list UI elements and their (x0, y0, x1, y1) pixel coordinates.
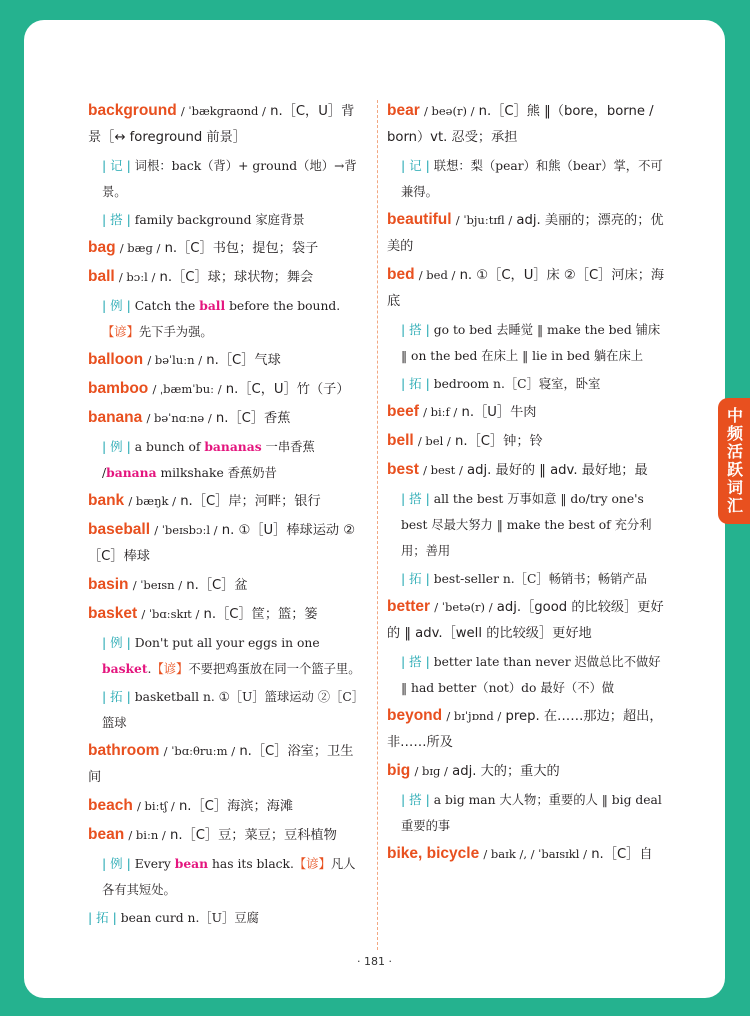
entry-bag (88, 235, 365, 262)
note-text: bean curd n.［U］豆腐 (116, 911, 259, 925)
translation: 不要把鸡蛋放在同一个篮子里。 (188, 662, 361, 676)
definition: n.［C］浴室；卫生间 (88, 744, 354, 785)
definition: n.［C］熊 ‖（bore，borne / born）vt. 忍受；承担 (387, 104, 654, 145)
definition: adj. 大的；重大的 (452, 764, 560, 779)
highlight-word: bananas (204, 439, 262, 454)
headword: beyond (387, 707, 443, 724)
note-memory (88, 153, 365, 205)
note-tag: | 拓 | (88, 910, 117, 925)
phonetic: / bæɡ / (119, 241, 161, 255)
note-example (88, 851, 365, 903)
left-column (88, 98, 365, 933)
phonetic: / bel / (417, 434, 451, 448)
definition: n.［C，U］背景［↔ foreground 前景］ (88, 104, 355, 145)
phonetic: / ˈbeɪsbɔːl / (154, 523, 218, 537)
note-tag: | 拓 | (401, 376, 430, 391)
note-text: basketball n. ①［U］篮球运动 ②［C］篮球 (102, 690, 365, 730)
phonetic: / ˈbɑːθruːm / (163, 744, 236, 758)
note-collocation (387, 649, 665, 701)
headword: bear (387, 102, 420, 119)
entry-bathroom (88, 738, 365, 791)
note-tag: | 拓 | (102, 689, 131, 704)
note-collocation (88, 207, 365, 233)
definition: n.［C］豆；菜豆；豆科植物 (169, 828, 337, 843)
entry-bike (387, 841, 665, 868)
entry-beef (387, 399, 665, 426)
example-text: 一串香蕉 / (102, 440, 315, 480)
headword: basin (88, 576, 129, 593)
phonetic: / ˈbjuːtɪfl / (455, 213, 513, 227)
entry-basin (88, 572, 365, 599)
headword: best (387, 461, 419, 478)
phonetic: / best / (423, 463, 463, 477)
phonetic: / bæŋk / (128, 494, 176, 508)
entry-bamboo (88, 376, 365, 403)
headword: bamboo (88, 380, 149, 397)
definition: n.［C，U］竹（子） (225, 382, 350, 397)
entry-bear (387, 98, 665, 151)
phonetic: / baɪk /, / ˈbaɪsɪkl / (483, 847, 587, 861)
example-text: Every (130, 857, 175, 871)
definition: n. ①［U］棒球运动 ②［C］棒球 (88, 523, 356, 564)
page-number: · 181 · (357, 955, 392, 968)
note-tag: | 搭 | (401, 792, 430, 807)
proverb-tag: 【谚】 (293, 857, 331, 871)
phonetic: / bɪˈjɒnd / (446, 709, 502, 723)
note-text: a big man 大人物；重要的人 ‖ big deal 重要的事 (401, 793, 662, 833)
entry-bell (387, 428, 665, 455)
headword: bathroom (88, 742, 160, 759)
headword: bank (88, 492, 125, 509)
section-side-tab (718, 398, 750, 524)
note-tag: | 例 | (102, 298, 131, 313)
example-text: before the bound. (225, 299, 341, 313)
translation: 先下手为强。 (138, 325, 213, 339)
note-text: all the best 万事如意 ‖ do/try one's best 尽最大努力 ‖ make the best of 充分利用；善用 (401, 492, 652, 558)
definition: prep. 在……那边；超出，非……所及 (387, 709, 663, 750)
note-tag: | 搭 | (102, 212, 131, 227)
headword: beautiful (387, 211, 452, 228)
headword: bag (88, 239, 116, 256)
note-example (88, 293, 365, 345)
phonetic: / bəˈnɑːnə / (146, 411, 212, 425)
note-collocation (387, 787, 665, 839)
phonetic: / biːtʃ / (137, 799, 175, 813)
example-text: Don't put all your eggs in one (130, 636, 320, 650)
note-text: better late than never 迟做总比不做好 ‖ had better（not）do 最好（不）做 (401, 655, 661, 695)
phonetic: / ˈbeɪsn / (132, 578, 183, 592)
entry-bank (88, 488, 365, 515)
phonetic: / ˈbækɡraʊnd / (180, 104, 266, 118)
definition: n.［C］筐；篮；篓 (203, 607, 318, 622)
note-text: go to bed 去睡觉 ‖ make the bed 铺床 ‖ on the bed 在床上 ‖ lie in bed 躺在床上 (401, 323, 661, 363)
entry-balloon (88, 347, 365, 374)
headword: bean (88, 826, 125, 843)
note-text: 联想：梨（pear）和熊（bear）掌，不可兼得。 (401, 159, 663, 199)
note-memory (387, 153, 665, 205)
entry-beach (88, 793, 365, 820)
note-tag: | 搭 | (401, 322, 430, 337)
headword: big (387, 762, 411, 779)
note-tag: | 记 | (102, 158, 131, 173)
definition: n.［C］海滨；海滩 (178, 799, 294, 814)
headword: banana (88, 409, 143, 426)
note-extension (88, 684, 365, 736)
phonetic: / ˌbæmˈbuː / (152, 382, 222, 396)
headword: balloon (88, 351, 144, 368)
note-extension (387, 371, 665, 397)
entry-basket (88, 601, 365, 628)
definition: n.［C］钟；铃 (455, 434, 543, 449)
entry-big (387, 758, 665, 785)
headword: baseball (88, 521, 151, 538)
note-tag: | 拓 | (401, 571, 430, 586)
example-text: has its black. (208, 857, 294, 871)
entry-bean (88, 822, 365, 849)
definition: n.［C］自 (591, 847, 653, 862)
note-tag: | 记 | (401, 158, 430, 173)
headword: bike, bicycle (387, 845, 480, 862)
headword: beef (387, 403, 419, 420)
note-collocation (387, 486, 665, 564)
highlight-word: banana (106, 465, 157, 480)
headword: basket (88, 605, 138, 622)
note-text: bedroom n.［C］寝室，卧室 (429, 377, 601, 391)
note-example (88, 630, 365, 682)
entry-baseball (88, 517, 365, 570)
definition: adj. 最好的 ‖ adv. 最好地；最 (467, 463, 648, 478)
translation: 凡人各有其短处。 (102, 857, 356, 897)
phonetic: / bɔːl / (118, 270, 156, 284)
proverb-tag: 【谚】 (151, 662, 189, 676)
phonetic: / bəˈluːn / (147, 353, 203, 367)
note-tag: | 例 | (102, 635, 131, 650)
note-text: family background 家庭背景 (130, 213, 305, 227)
note-text: 词根：back（背）+ ground（地）→背景。 (102, 159, 357, 199)
example-text: milkshake 香蕉奶昔 (156, 466, 277, 480)
example-text: Catch the (130, 299, 200, 313)
note-tag: | 搭 | (401, 654, 430, 669)
headword: bed (387, 266, 415, 283)
headword: bell (387, 432, 414, 449)
note-example (88, 434, 365, 486)
dictionary-page (24, 20, 725, 998)
column-divider (377, 100, 378, 950)
phonetic: / bed / (418, 268, 456, 282)
note-tag: | 搭 | (401, 491, 430, 506)
definition: adj. 美丽的；漂亮的；优美的 (387, 213, 664, 254)
headword: beach (88, 797, 133, 814)
entry-best (387, 457, 665, 484)
definition: adj.［good 的比较级］更好的 ‖ adv.［well 的比较级］更好地 (387, 600, 664, 641)
note-collocation (387, 317, 665, 369)
entry-ball (88, 264, 365, 291)
note-tag: | 例 | (102, 856, 131, 871)
highlight-word: ball (199, 298, 226, 313)
definition: n.［C］香蕉 (215, 411, 291, 426)
proverb-tag: 【谚】 (102, 325, 139, 339)
highlight-word: bean (174, 856, 209, 871)
definition: n.［C］球；球状物；舞会 (159, 270, 314, 285)
phonetic: / bɪɡ / (414, 764, 448, 778)
entry-beautiful (387, 207, 665, 260)
headword: better (387, 598, 431, 615)
entry-banana (88, 405, 365, 432)
example-text: a bunch of (130, 440, 205, 454)
side-tab-label: 中频活跃词汇 (724, 407, 744, 515)
entry-bed (387, 262, 665, 315)
phonetic: / ˈbetə(r) / (434, 600, 493, 614)
right-column (387, 98, 665, 870)
note-tag: | 例 | (102, 439, 131, 454)
note-extension (387, 566, 665, 592)
headword: background (88, 102, 177, 119)
highlight-word: basket (102, 661, 148, 676)
example-text: . (147, 662, 152, 676)
definition: n.［C］书包；提包；袋子 (164, 241, 319, 256)
headword: ball (88, 268, 115, 285)
entry-beyond (387, 703, 665, 756)
definition: n. ①［C，U］床 ②［C］河床；海底 (387, 268, 665, 309)
definition: n.［C］气球 (206, 353, 281, 368)
definition: n.［U］牛肉 (461, 405, 537, 420)
entry-better (387, 594, 665, 647)
phonetic: / biːf / (423, 405, 458, 419)
phonetic: / biːn / (128, 828, 166, 842)
phonetic: / ˈbɑːskɪt / (141, 607, 200, 621)
phonetic: / beə(r) / (423, 104, 475, 118)
entry-background (88, 98, 365, 151)
note-text: best-seller n.［C］畅销书；畅销产品 (429, 572, 648, 586)
note-extension (88, 905, 365, 931)
definition: n.［C］盆 (186, 578, 248, 593)
definition: n.［C］岸；河畔；银行 (180, 494, 321, 509)
